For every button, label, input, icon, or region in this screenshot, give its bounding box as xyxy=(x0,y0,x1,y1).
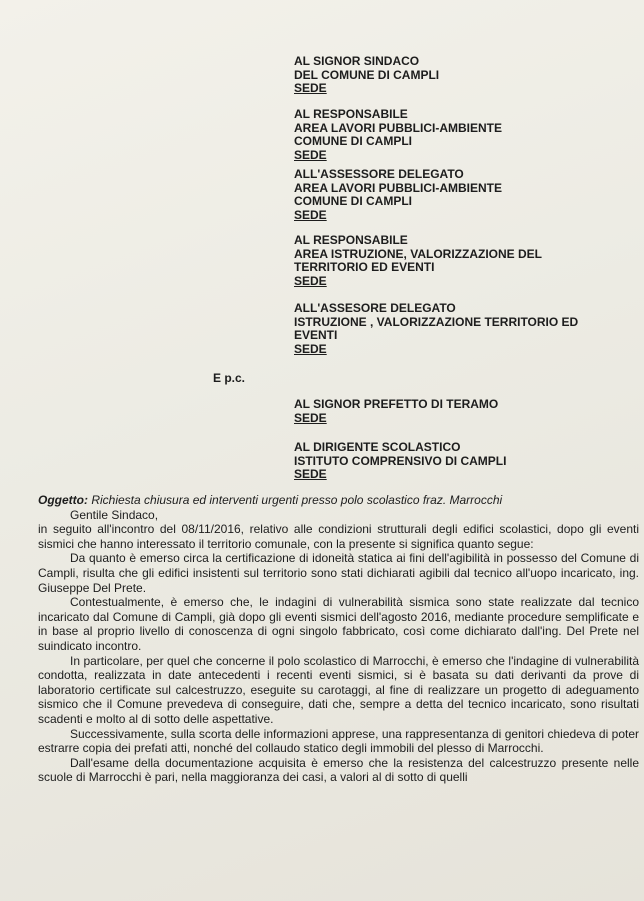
recipient-line: AREA ISTRUZIONE, VALORIZZAZIONE DEL xyxy=(294,246,542,261)
paragraph: Da quanto è emerso circa la certificazione di idoneità statica ai fini dell'agibilità in possesso del Comune di Campli, risulta che gli edifici insistenti sul territorio sono stati dichiarati agibili dal tecnico all'uopo incaricato, ing. Giuseppe Del Prete. xyxy=(38,551,639,595)
sede-label: SEDE xyxy=(294,341,327,356)
recipient-line: AL DIRIGENTE SCOLASTICO xyxy=(294,440,461,454)
recipient-line: EVENTI xyxy=(294,328,338,342)
sede-label: SEDE xyxy=(294,273,327,288)
recipient-line: AL RESPONSABILE xyxy=(294,233,408,247)
epc-label: E p.c. xyxy=(213,371,246,385)
recipient-assessore-istruzione xyxy=(294,302,634,356)
recipient-line: COMUNE DI CAMPLI xyxy=(294,134,412,148)
recipient-line: ISTRUZIONE , VALORIZZAZIONE TERRITORIO ED xyxy=(294,314,579,329)
recipient-line: AREA LAVORI PUBBLICI-AMBIENTE xyxy=(294,120,502,135)
recipient-line: AL SIGNOR PREFETTO DI TERAMO xyxy=(294,397,499,411)
subject-label: Oggetto: xyxy=(38,493,88,507)
recipient-line: TERRITORIO ED EVENTI xyxy=(294,260,435,274)
recipient-responsabile-lavori xyxy=(294,108,634,162)
sede-label: SEDE xyxy=(294,410,327,425)
salutation: Gentile Sindaco, xyxy=(70,507,159,522)
sede-label: SEDE xyxy=(294,81,327,95)
subject-line xyxy=(38,493,639,508)
recipient-line: ALL'ASSESORE DELEGATO xyxy=(294,301,456,315)
recipient-line: AL RESPONSABILE xyxy=(294,107,408,121)
recipient-line: ALL'ASSESSORE DELEGATO xyxy=(294,167,464,181)
recipient-line: AL SIGNOR SINDACO xyxy=(294,54,420,68)
paragraph: In particolare, per quel che concerne il polo scolastico di Marrocchi, è emerso che l'indagine di vulnerabilità condotta, realizzata in date antecedenti i recenti eventi sismici, si è basata su dati derivanti da prove di laboratorio certificate sul calcestruzzo, eseguite su carotaggi, al fine di realizzare un progetto di adeguamento sismico che il Comune prevedeva di conseguire, dati che, sempre a detta del tecnico incaricato, sono risultati scadenti e molto al di sotto delle aspettative. xyxy=(38,653,639,726)
sede-label: SEDE xyxy=(294,207,327,222)
recipient-line: COMUNE DI CAMPLI xyxy=(294,194,412,208)
subject-text: Richiesta chiusura ed interventi urgenti presso polo scolastico fraz. Marrocchi xyxy=(88,493,503,507)
paragraph: Dall'esame della documentazione acquisita è emerso che la resistenza del calcestruzzo presente nelle scuole di Marrocchi è pari, nella maggioranza dei casi, a valori al di sotto di quelli xyxy=(38,755,639,785)
sede-label: SEDE xyxy=(294,467,327,481)
recipient-line: AREA LAVORI PUBBLICI-AMBIENTE xyxy=(294,180,502,195)
recipient-line: DEL COMUNE DI CAMPLI xyxy=(294,67,440,82)
recipient-sindaco xyxy=(294,55,634,96)
paragraph: Contestualmente, è emerso che, le indagini di vulnerabilità sismica sono state realizzate dal tecnico incaricato dal Comune di Campli, già dopo gli eventi sismici dell'agosto 2016, mediante procedure semplificate e in base al proprio livello di conoscenza di ogni singolo fabbricato, così come dichiarato dall'ing. Del Prete nel suindicato incontro. xyxy=(38,595,639,653)
recipient-responsabile-istruzione xyxy=(294,234,634,288)
paragraph: Successivamente, sulla scorta delle informazioni apprese, una rappresentanza di genitori chiedeva di poter estrarre copia dei prefati atti, nonché del collaudo statico degli immobili del plesso di Marrocchi. xyxy=(38,726,639,756)
recipient-assessore-lavori xyxy=(294,168,634,222)
sede-label: SEDE xyxy=(294,147,327,162)
recipient-line: ISTITUTO COMPRENSIVO DI CAMPLI xyxy=(294,453,507,468)
paragraph: in seguito all'incontro del 08/11/2016, relativo alle condizioni strutturali degli edifici scolastici, dopo gli eventi sismici che hanno interessato il territorio comunale, con la presente si significa quanto segue: xyxy=(38,522,639,551)
recipient-dirigente xyxy=(294,441,634,482)
recipient-prefetto xyxy=(294,398,634,425)
letter-body xyxy=(38,493,639,785)
